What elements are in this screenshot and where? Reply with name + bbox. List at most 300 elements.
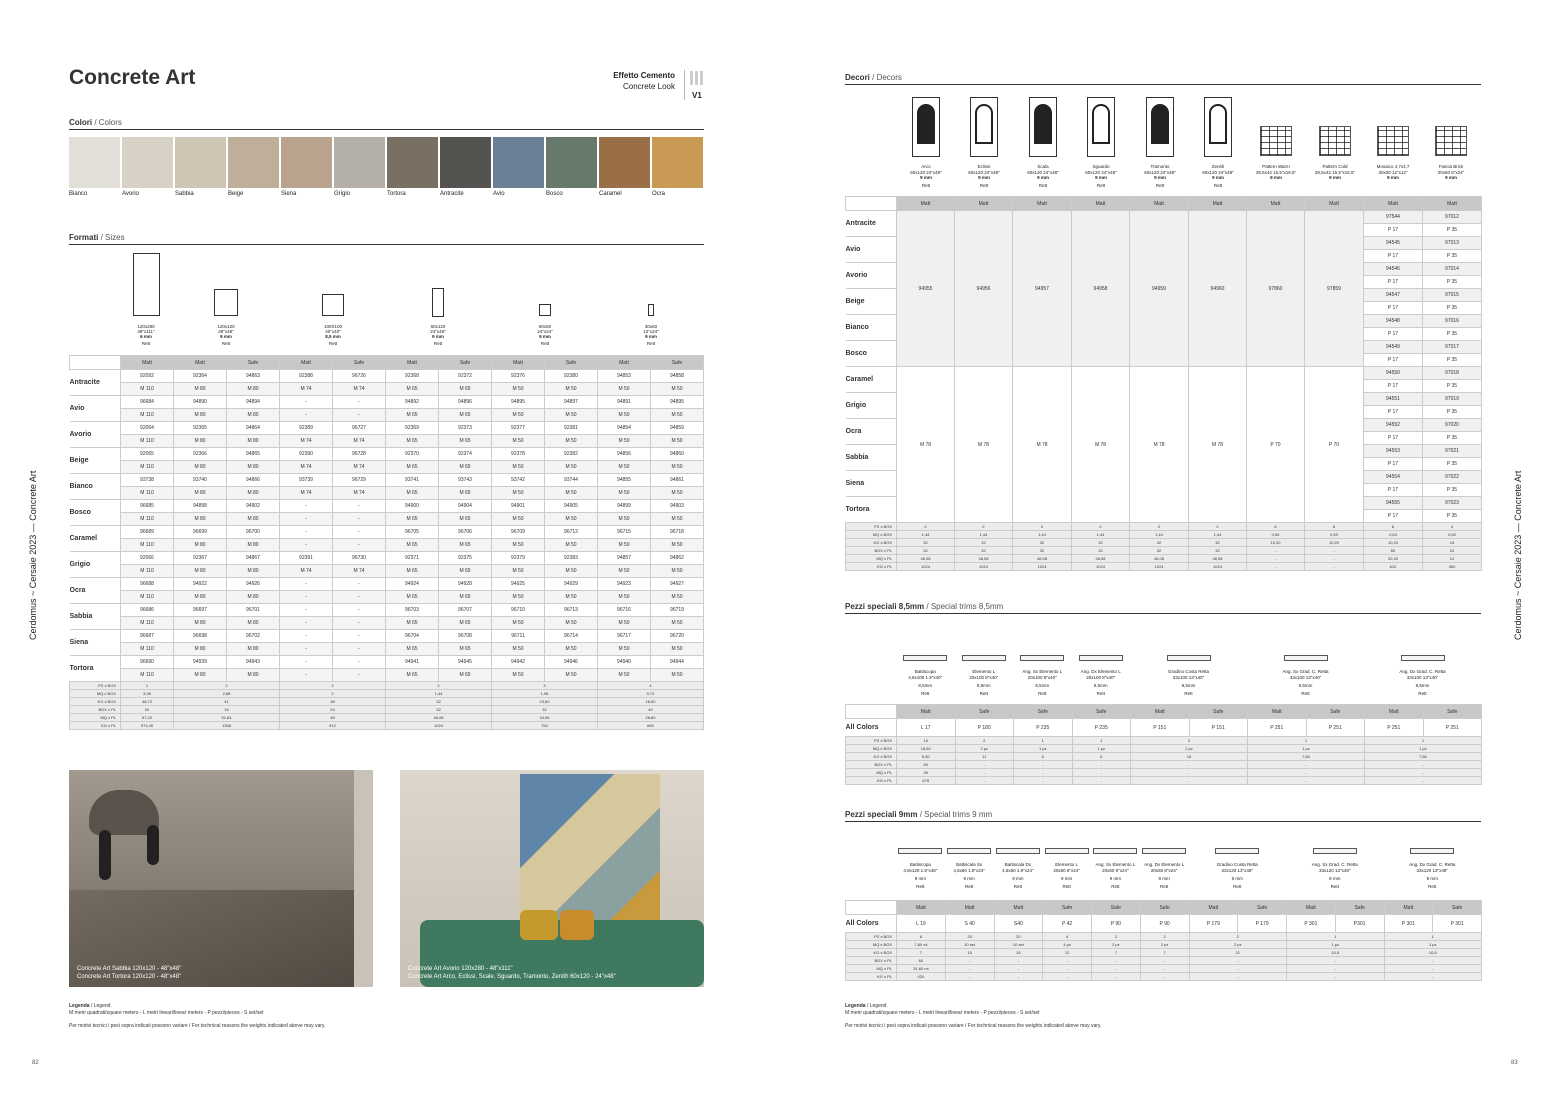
decor-size: 60x120 24"x48" — [968, 169, 1000, 175]
trim-label — [1129, 862, 1199, 889]
logistics-value: 1 pz — [1365, 745, 1482, 753]
pack-unit: - — [333, 617, 386, 630]
product-code: 96715 — [598, 526, 651, 539]
decor-thick: 9 mm — [978, 175, 990, 180]
color-swatch-sabbia — [175, 137, 226, 188]
decor-label — [897, 164, 955, 188]
pack-unit: M 50 — [598, 643, 651, 656]
color-swatch-tortora — [387, 137, 438, 188]
decor-shape — [1151, 104, 1169, 144]
logistics-value: 31,60 ml — [897, 965, 946, 973]
fascia-code: 97015 — [1423, 289, 1482, 302]
logistics-value: 7 — [1140, 949, 1189, 957]
variation-code: V1 — [692, 91, 702, 100]
logistics-value: 5,30 — [897, 753, 956, 761]
trim-icon — [1401, 655, 1445, 661]
logistics-value: 32 — [1072, 547, 1130, 555]
decor-icon-pattern-cold — [1319, 126, 1351, 156]
pack-unit: M 80 — [174, 461, 227, 474]
row-color-name: Beige — [70, 448, 121, 474]
product-code: 96718 — [651, 526, 704, 539]
logistics-value: 1,44 — [386, 690, 492, 698]
product-code: 94865 — [227, 448, 280, 461]
product-code: 96708 — [439, 630, 492, 643]
pack-unit: M 50 — [492, 617, 545, 630]
pack-unit: M 50 — [492, 487, 545, 500]
finish-header: Safe — [1072, 705, 1131, 719]
trim-label — [1271, 669, 1341, 696]
chair-leg — [99, 830, 111, 880]
pack-unit: - — [280, 513, 333, 526]
product-code: 92391 — [280, 552, 333, 565]
logistics-value: 4 — [1043, 933, 1092, 941]
decor-icon-fascia-brick — [1435, 126, 1467, 156]
photo-avorio-decor — [400, 770, 704, 987]
row-color-name: Bianco — [70, 474, 121, 500]
pack-unit: M 50 — [651, 513, 704, 526]
logistics-value: 1024 — [955, 563, 1013, 571]
pack-unit: M 50 — [651, 409, 704, 422]
pack-unit: M 80 — [174, 435, 227, 448]
logistics-value: 6 — [1247, 523, 1305, 531]
pack-unit: - — [333, 513, 386, 526]
mosaico-pack: P 17 — [1364, 354, 1423, 367]
decor-label — [1422, 164, 1480, 181]
product-code: 92375 — [439, 552, 492, 565]
mosaico-pack: P 17 — [1364, 380, 1423, 393]
trim-value: P 301 — [1287, 915, 1336, 933]
trim-value: P 235 — [1072, 719, 1131, 737]
pack-unit: M 80 — [227, 487, 280, 500]
finish-header: Matt — [1189, 197, 1247, 211]
logistics-value: - — [945, 973, 994, 981]
logistics-value: 1024 — [1013, 563, 1072, 571]
format-label — [120, 324, 172, 346]
logistics-value: 15 — [1423, 539, 1482, 547]
logistics-value: 40 — [598, 706, 704, 714]
logistics-value: 1 — [1072, 737, 1131, 745]
product-code: 96697 — [174, 604, 227, 617]
logistics-value: - — [1131, 761, 1248, 769]
decor-pack: M 78 — [1130, 367, 1189, 523]
trim-name: Ang. Dx Elemento L — [1080, 669, 1121, 674]
pack-unit: M 65 — [439, 487, 492, 500]
trim-name: Ang. Dx Grad. C. Retta — [1399, 669, 1446, 674]
trim-name: Gradino Costa Retta — [1167, 669, 1210, 674]
trim-edge: Rett — [1159, 883, 1169, 889]
logistics-label: MQ x BOX — [846, 941, 897, 949]
logistics-value: 2 — [1189, 523, 1247, 531]
color-name: Grigio — [334, 191, 351, 197]
finish-header: Safe — [1238, 901, 1287, 915]
logistics-value: 2 — [1189, 933, 1287, 941]
trim-label — [1388, 669, 1458, 696]
decor-size: 30x30 12"x12" — [1378, 169, 1408, 175]
pack-unit: M 80 — [174, 617, 227, 630]
logistics-value: - — [1189, 965, 1287, 973]
trim-edge: Rett — [1418, 690, 1427, 696]
logistics-value: 32 — [897, 547, 955, 555]
logistics-value: 38 — [280, 698, 386, 706]
trim-value: P 301 — [1384, 915, 1433, 933]
pack-unit: M 80 — [174, 565, 227, 578]
product-code: 96711 — [492, 630, 545, 643]
trim-value: L 19 — [897, 915, 946, 933]
logistics-value: 32 — [1130, 539, 1189, 547]
finish-header: Safe — [1140, 901, 1189, 915]
product-code: 94861 — [651, 474, 704, 487]
logistics-value: 23,60 — [492, 698, 598, 706]
pack-unit: M 65 — [439, 591, 492, 604]
trim-value: P 180 — [955, 719, 1014, 737]
logistics-value: - — [955, 761, 1014, 769]
size: 120x280 — [137, 324, 155, 329]
trim-size: 20x100 8"x40" — [1027, 674, 1057, 680]
decor-name: Mosaico 4,7x4,7 — [1376, 164, 1410, 169]
pack-unit: M 50 — [492, 565, 545, 578]
format-label — [625, 324, 677, 346]
pack-unit: M 80 — [227, 643, 280, 656]
product-code: 96687 — [121, 630, 174, 643]
mosaico-pack: P 17 — [1364, 250, 1423, 263]
logistics-value: 48 — [280, 714, 386, 722]
product-code: 96705 — [386, 526, 439, 539]
sizes-section-title: Formati / Sizes — [69, 233, 125, 242]
logistics-label: MQ x BOX — [846, 531, 897, 539]
pack-unit: M 50 — [651, 669, 704, 682]
pack-unit: M 65 — [386, 669, 439, 682]
format-icon-120x280 — [133, 253, 160, 316]
product-code: 92373 — [439, 422, 492, 435]
pack-unit: M 50 — [492, 643, 545, 656]
trim-edge: Rett — [1184, 690, 1193, 696]
pack-unit: M 74 — [280, 383, 333, 396]
finish-header: Safe — [333, 356, 386, 370]
product-code: 96703 — [386, 604, 439, 617]
pack-unit: M 65 — [386, 461, 439, 474]
decor-edge: Rett — [1213, 182, 1223, 188]
logistics-label: KG x BOX — [846, 539, 897, 547]
decor-thick: 9 mm — [1095, 175, 1107, 180]
logistics-value: - — [1305, 563, 1364, 571]
logistics-value: - — [1287, 965, 1385, 973]
fascia-pack: P 35 — [1423, 302, 1482, 315]
decor-edge: Rett — [921, 182, 931, 188]
product-code: 94943 — [227, 656, 280, 669]
pack-unit: M 50 — [545, 461, 598, 474]
logistics-value: 1024 — [897, 563, 955, 571]
trim-icon — [1093, 848, 1137, 854]
chair-leg — [147, 825, 159, 865]
pack-unit: M 110 — [121, 591, 174, 604]
finish-header: Safe — [1433, 901, 1482, 915]
row-color-name: Ocra — [846, 419, 897, 445]
pack-unit: M 50 — [545, 487, 598, 500]
product-code: - — [333, 396, 386, 409]
finish-header: Matt — [1247, 197, 1305, 211]
mosaico-code: 94549 — [1364, 341, 1423, 354]
logistics-value: 60 — [1364, 547, 1423, 555]
finish-header: Safe — [439, 356, 492, 370]
pack-unit: M 80 — [174, 643, 227, 656]
product-code: 92380 — [545, 370, 598, 383]
product-code: 96716 — [598, 604, 651, 617]
decor-thick: 9 mm — [1329, 175, 1341, 180]
trim-edge: Rett — [916, 883, 925, 889]
logistics-value: 10 — [897, 737, 956, 745]
edge: Rett — [540, 341, 550, 346]
logistics-label: KG x PL — [846, 973, 897, 981]
size: 60x60 — [538, 324, 552, 329]
logistics-value: 10,20 — [1305, 539, 1364, 547]
product-code: 96684 — [121, 396, 174, 409]
mosaico-code: 94546 — [1364, 263, 1423, 276]
product-code: 94860 — [651, 448, 704, 461]
logistics-value: 46,08 — [1189, 555, 1247, 563]
pack-unit: M 74 — [333, 383, 386, 396]
product-code: 96699 — [174, 526, 227, 539]
trim-edge: Rett — [1301, 690, 1310, 696]
trim-size: 20x60 8"x24" — [1150, 867, 1178, 873]
product-code: - — [333, 656, 386, 669]
logistics-value: - — [1092, 957, 1141, 965]
format-label — [307, 324, 359, 346]
product-code: 96727 — [333, 422, 386, 435]
product-code: - — [333, 630, 386, 643]
logistics-label: PZ x BOX — [846, 933, 897, 941]
logistics-value: - — [1384, 965, 1482, 973]
product-code: 92388 — [280, 370, 333, 383]
mosaico-pack: P 17 — [1364, 484, 1423, 497]
pack-unit: M 50 — [598, 461, 651, 474]
pack-unit: M 80 — [227, 383, 280, 396]
trim-name: Gradino Costa Retta — [1216, 862, 1258, 867]
product-code: 92383 — [545, 552, 598, 565]
sizes-rule — [69, 244, 704, 245]
logistics-value: - — [1140, 973, 1189, 981]
product-code: 94856 — [598, 448, 651, 461]
logistics-value: 2 pz — [1140, 941, 1189, 949]
pack-unit: - — [333, 643, 386, 656]
logistics-value: 4 — [598, 682, 704, 690]
trim-label — [1397, 862, 1467, 889]
product-code: 92364 — [174, 370, 227, 383]
logistics-value: 7 — [1092, 949, 1141, 957]
product-code: - — [333, 578, 386, 591]
pack-unit: M 110 — [121, 461, 174, 474]
logistics-value: 660 — [598, 722, 704, 730]
pack-unit: M 110 — [121, 383, 174, 396]
product-code: - — [280, 396, 333, 409]
finish-header: Matt — [1423, 197, 1482, 211]
product-code: 92065 — [121, 448, 174, 461]
trim-value: S 40 — [945, 915, 994, 933]
logistics-value: 2 — [280, 690, 386, 698]
trim-edge: Rett — [1062, 883, 1071, 889]
logistics-value: 32 — [1072, 539, 1130, 547]
logistics-value: 1,44 — [1072, 531, 1130, 539]
logistics-value: 4 pz — [1043, 941, 1092, 949]
pack-unit: M 65 — [386, 591, 439, 604]
trim-size: 33x100 13"x40" — [1172, 674, 1205, 680]
logistics-value: 24 — [280, 706, 386, 714]
product-code: 94864 — [227, 422, 280, 435]
logistics-value: 2 pz — [1131, 745, 1248, 753]
product-code: 93738 — [121, 474, 174, 487]
color-swatch-antracite — [440, 137, 491, 188]
logistics-value: 7 — [897, 949, 946, 957]
pack-unit: M 65 — [439, 539, 492, 552]
logistics-value: 6 — [897, 933, 946, 941]
decor-size: 60x120 24"x48" — [1085, 169, 1117, 175]
product-code: 94900 — [386, 500, 439, 513]
product-code: 92382 — [545, 448, 598, 461]
logistics-label: BOX x PL — [846, 761, 897, 769]
trim-edge: Rett — [1013, 883, 1022, 889]
fascia-pack: P 35 — [1423, 406, 1482, 419]
pack-unit: M 50 — [545, 409, 598, 422]
finish-header: Matt — [1305, 197, 1364, 211]
product-code: 94941 — [386, 656, 439, 669]
logistics-value: - — [994, 973, 1043, 981]
fascia-pack: P 35 — [1423, 328, 1482, 341]
trim-size: 33x100 13"x40" — [1406, 674, 1439, 680]
product-code: 94942 — [492, 656, 545, 669]
pack-unit: M 80 — [227, 565, 280, 578]
pack-unit: M 50 — [545, 435, 598, 448]
variation-icon — [690, 71, 704, 85]
trim-thick: 8,5mm — [1298, 683, 1313, 688]
logistics-value: 6 — [1305, 523, 1364, 531]
trim-name: Elemento L — [972, 669, 996, 674]
decor-label — [1131, 164, 1189, 188]
pack-unit: M 80 — [174, 383, 227, 396]
decor-thick: 9 mm — [1154, 175, 1166, 180]
pack-unit: M 110 — [121, 435, 174, 448]
pack-unit: M 80 — [227, 461, 280, 474]
logistics-value: - — [994, 957, 1043, 965]
decor-name: Sguardo — [1092, 164, 1110, 169]
color-name: Sabbia — [175, 191, 194, 197]
logistics-value: 1 — [121, 682, 174, 690]
fascia-code: 97020 — [1423, 419, 1482, 432]
color-swatch-grigio — [334, 137, 385, 188]
pack-unit: M 65 — [439, 383, 492, 396]
size: 30x60 — [644, 324, 658, 329]
color-swatch-avorio — [122, 137, 173, 188]
logistics-value: - — [1384, 957, 1482, 965]
trims9-table — [845, 900, 1482, 981]
decor-edge: Rett — [979, 182, 989, 188]
pack-unit: M 65 — [439, 565, 492, 578]
pack-unit: M 50 — [492, 435, 545, 448]
product-code: 92389 — [280, 422, 333, 435]
pack-unit: M 74 — [280, 435, 333, 448]
inch: 48"x111" — [137, 329, 155, 334]
logistics-label: MQ x PL — [846, 769, 897, 777]
trim-edge: Rett — [1330, 883, 1339, 889]
pack-unit: M 74 — [333, 461, 386, 474]
trim-name: Ang. Sx Grad. C. Retta — [1311, 862, 1358, 867]
pack-unit: M 50 — [598, 669, 651, 682]
pack-unit: M 50 — [598, 435, 651, 448]
trim-value: P 251 — [1248, 719, 1307, 737]
mosaico-code: 94553 — [1364, 445, 1423, 458]
product-code: 92371 — [386, 552, 439, 565]
product-code: 94929 — [545, 578, 598, 591]
logistics-value: 360 — [1423, 563, 1482, 571]
logistics-value: 1,08 — [492, 690, 598, 698]
fascia-code: 97021 — [1423, 445, 1482, 458]
logistics-value: 6 — [1014, 753, 1073, 761]
decors-rule — [845, 84, 1481, 85]
pack-unit: M 50 — [651, 383, 704, 396]
fascia-pack: P 35 — [1423, 224, 1482, 237]
mosaico-code: 94550 — [1364, 367, 1423, 380]
logistics-value: 7,80 — [1365, 753, 1482, 761]
product-code: 96685 — [121, 500, 174, 513]
product-code: 96688 — [121, 578, 174, 591]
product-code: 92372 — [439, 370, 492, 383]
decor-label — [955, 164, 1013, 188]
decor-shape — [975, 104, 993, 144]
product-code: 96729 — [333, 474, 386, 487]
product-code: - — [280, 578, 333, 591]
logistics-value: - — [1248, 761, 1365, 769]
color-swatch-ocra — [652, 137, 703, 188]
legend: Legenda / Legend M metri quadrati/square meters - L metri lineari/linear meters - P pezzi/pieces - S set/set Per motivi tecnici i pesi sopra indicati possono variare / For technical reasons the weights indicated above may vary. — [69, 1003, 326, 1029]
pack-unit: M 110 — [121, 669, 174, 682]
logistics-value: 16,50 — [598, 698, 704, 706]
pack-unit: M 80 — [174, 409, 227, 422]
mosaico-pack: P 17 — [1364, 328, 1423, 341]
trim-icon — [898, 848, 942, 854]
logistics-value: 20 — [121, 706, 174, 714]
trim-value: P 251 — [1306, 719, 1365, 737]
pack-unit: M 74 — [333, 487, 386, 500]
trim-value: S40 — [994, 915, 1043, 933]
decor-label — [1306, 164, 1364, 181]
logistics-value: 2 — [1131, 737, 1248, 745]
fascia-pack: P 35 — [1423, 354, 1482, 367]
product-code: 96709 — [492, 526, 545, 539]
product-code: 93742 — [492, 474, 545, 487]
product-code: 92369 — [386, 422, 439, 435]
finish-header: Matt — [121, 356, 174, 370]
pack-unit: M 50 — [651, 643, 704, 656]
trim-name: Battiscala Dx — [1004, 862, 1031, 867]
product-code: - — [280, 526, 333, 539]
logistics-label: PZ x BOX — [846, 523, 897, 531]
product-code: 94926 — [227, 578, 280, 591]
logistics-value: 46,08 — [897, 555, 955, 563]
photo-caption: Concrete Art Sabbia 120x120 - 48"x48" Concrete Art Tortora 120x120 - 48"x48" — [77, 966, 182, 980]
mosaico-code: 94552 — [1364, 419, 1423, 432]
finish-header: Matt — [1248, 705, 1307, 719]
product-code: 94939 — [174, 656, 227, 669]
row-color-name: Bosco — [70, 500, 121, 526]
row-color-name: Avio — [846, 237, 897, 263]
finish-header: Matt — [1287, 901, 1336, 915]
logistics-value: 15 — [1131, 753, 1248, 761]
finish-header: Safe — [1092, 901, 1141, 915]
logistics-value: 2 — [174, 682, 280, 690]
trim-value: P 42 — [1043, 915, 1092, 933]
decor-shape — [1209, 104, 1227, 144]
trim-icon — [996, 848, 1040, 854]
product-code: - — [280, 604, 333, 617]
logistics-value: - — [1043, 965, 1092, 973]
